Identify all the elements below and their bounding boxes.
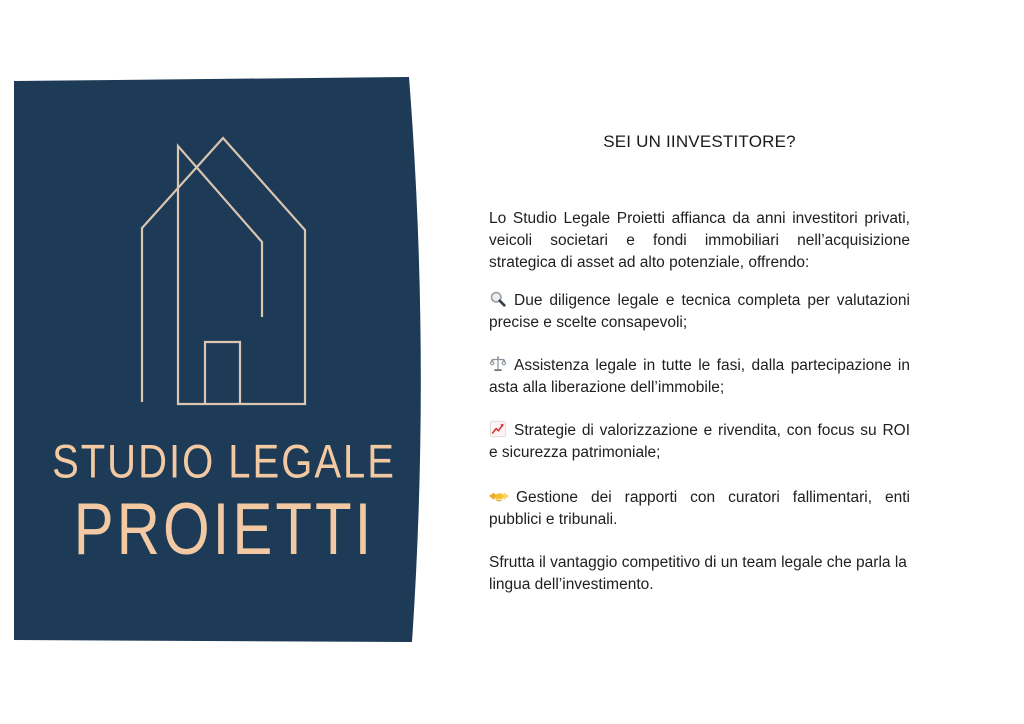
bullet-assistenza-legale xyxy=(489,355,910,399)
bullet-text: Assistenza legale in tutte le fasi, dalla partecipazione in asta alla liberazione dell’immobile; xyxy=(489,357,910,396)
scales-icon xyxy=(489,355,507,377)
page-title: SEI UN IINVESTITORE? xyxy=(603,132,796,151)
brand-name-line2: PROIETTI xyxy=(73,488,375,570)
bullet-text: Gestione dei rapporti con curatori fallimentari, enti pubblici e tribunali. xyxy=(489,489,910,528)
bullet-due-diligence xyxy=(489,290,910,334)
brand-name-line1: STUDIO LEGALE xyxy=(52,436,396,488)
magnifier-icon xyxy=(489,290,507,312)
intro-paragraph xyxy=(489,208,910,274)
closing-text: Sfrutta il vantaggio competitivo di un team legale che parla la lingua dell’investimento. xyxy=(489,554,907,593)
bullet-text: Due diligence legale e tecnica completa per valutazioni precise e scelte consapevoli; xyxy=(489,292,910,331)
chart-up-icon xyxy=(489,420,507,442)
intro-text: Lo Studio Legale Proietti affianca da anni investitori privati, veicoli societari e fondi immobiliari nell’acquisizione strategica di asset ad alto potenziale, offrendo: xyxy=(489,210,910,271)
brand-panel xyxy=(0,0,440,724)
closing-paragraph xyxy=(489,552,910,596)
bullet-text: Strategie di valorizzazione e rivendita, con focus su ROI e sicurezza patrimoniale; xyxy=(489,422,910,461)
bullet-strategie xyxy=(489,420,910,464)
bullet-gestione-rapporti xyxy=(489,487,910,531)
handshake-icon xyxy=(489,487,509,509)
